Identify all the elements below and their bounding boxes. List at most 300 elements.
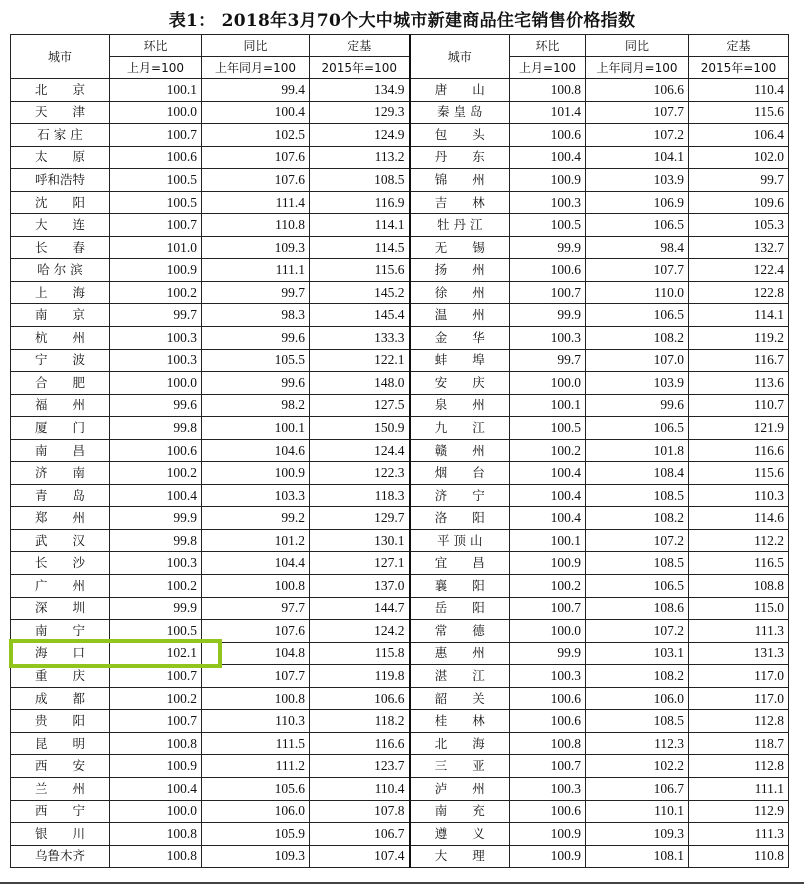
left-base-cell: 150.9 xyxy=(310,417,410,440)
left-mom-cell: 100.0 xyxy=(110,101,202,124)
right-city-cell: 北 海 xyxy=(410,732,510,755)
table-row xyxy=(11,124,789,147)
right-city-cell: 韶 关 xyxy=(410,687,510,710)
left-base-cell: 116.6 xyxy=(310,732,410,755)
left-base-cell: 122.3 xyxy=(310,462,410,485)
right-city-cell: 牡 丹 江 xyxy=(410,214,510,237)
left-city-cell: 西 宁 xyxy=(11,800,110,823)
right-mom-cell: 100.2 xyxy=(510,439,586,462)
right-mom-cell: 100.3 xyxy=(510,777,586,800)
left-yoy-cell: 109.3 xyxy=(202,236,310,259)
right-base-cell: 112.9 xyxy=(689,800,789,823)
right-yoy-cell: 106.6 xyxy=(586,79,689,102)
left-base-cell: 106.7 xyxy=(310,823,410,846)
right-city-cell: 泉 州 xyxy=(410,394,510,417)
left-yoy-cell: 100.8 xyxy=(202,687,310,710)
right-city-cell: 三 亚 xyxy=(410,755,510,778)
right-city-cell: 锦 州 xyxy=(410,169,510,192)
right-base-cell: 122.4 xyxy=(689,259,789,282)
right-yoy-cell: 103.9 xyxy=(586,372,689,395)
right-city-cell: 烟 台 xyxy=(410,462,510,485)
right-base-cell: 115.6 xyxy=(689,101,789,124)
left-mom-cell: 99.7 xyxy=(110,304,202,327)
left-mom-cell: 100.3 xyxy=(110,552,202,575)
left-city-cell: 成 都 xyxy=(11,687,110,710)
header-base-left: 定基 xyxy=(310,35,410,57)
left-yoy-cell: 101.2 xyxy=(202,529,310,552)
right-base-cell: 115.6 xyxy=(689,462,789,485)
left-yoy-cell: 107.6 xyxy=(202,620,310,643)
left-base-cell: 107.4 xyxy=(310,845,410,868)
right-mom-cell: 100.3 xyxy=(510,191,586,214)
right-mom-cell: 100.4 xyxy=(510,507,586,530)
left-city-cell: 石 家 庄 xyxy=(11,124,110,147)
left-yoy-cell: 100.1 xyxy=(202,417,310,440)
left-base-cell: 118.3 xyxy=(310,484,410,507)
right-yoy-cell: 108.5 xyxy=(586,484,689,507)
left-mom-cell: 100.4 xyxy=(110,484,202,507)
left-yoy-cell: 102.5 xyxy=(202,124,310,147)
right-mom-cell: 100.6 xyxy=(510,124,586,147)
right-city-cell: 桂 林 xyxy=(410,710,510,733)
right-base-cell: 102.0 xyxy=(689,146,789,169)
right-base-cell: 117.0 xyxy=(689,687,789,710)
left-city-cell: 天 津 xyxy=(11,101,110,124)
left-mom-cell: 100.8 xyxy=(110,845,202,868)
table-row xyxy=(11,529,789,552)
left-mom-cell: 100.2 xyxy=(110,281,202,304)
left-base-cell: 133.3 xyxy=(310,327,410,350)
left-mom-cell: 100.4 xyxy=(110,777,202,800)
table-row xyxy=(11,687,789,710)
left-city-cell: 海 口 xyxy=(11,642,110,665)
left-mom-cell: 100.6 xyxy=(110,439,202,462)
header-mom-right: 环比 xyxy=(510,35,586,57)
right-mom-cell: 100.0 xyxy=(510,620,586,643)
right-city-cell: 扬 州 xyxy=(410,259,510,282)
right-base-cell: 121.9 xyxy=(689,417,789,440)
right-yoy-cell: 101.8 xyxy=(586,439,689,462)
left-base-cell: 106.6 xyxy=(310,687,410,710)
left-city-cell: 太 原 xyxy=(11,146,110,169)
left-city-cell: 西 安 xyxy=(11,755,110,778)
left-base-cell: 115.8 xyxy=(310,642,410,665)
right-mom-cell: 100.6 xyxy=(510,259,586,282)
left-city-cell: 杭 州 xyxy=(11,327,110,350)
left-mom-cell: 100.0 xyxy=(110,800,202,823)
left-city-cell: 南 京 xyxy=(11,304,110,327)
left-city-cell: 南 宁 xyxy=(11,620,110,643)
left-mom-cell: 102.1 xyxy=(110,642,202,665)
header-mom-sub-left: 上月=100 xyxy=(110,57,202,79)
table-row xyxy=(11,372,789,395)
right-mom-cell: 100.6 xyxy=(510,710,586,733)
table-row xyxy=(11,304,789,327)
header-row-1 xyxy=(11,35,789,57)
right-yoy-cell: 107.2 xyxy=(586,620,689,643)
right-base-cell: 132.7 xyxy=(689,236,789,259)
table-row xyxy=(11,101,789,124)
left-city-cell: 哈 尔 滨 xyxy=(11,259,110,282)
left-mom-cell: 100.7 xyxy=(110,665,202,688)
left-city-cell: 昆 明 xyxy=(11,732,110,755)
bottom-divider xyxy=(0,882,804,884)
table-row xyxy=(11,620,789,643)
right-mom-cell: 100.7 xyxy=(510,281,586,304)
right-mom-cell: 100.8 xyxy=(510,732,586,755)
right-base-cell: 110.4 xyxy=(689,79,789,102)
left-city-cell: 上 海 xyxy=(11,281,110,304)
left-mom-cell: 100.7 xyxy=(110,710,202,733)
left-base-cell: 123.7 xyxy=(310,755,410,778)
left-city-cell: 厦 门 xyxy=(11,417,110,440)
table-row xyxy=(11,191,789,214)
right-mom-cell: 100.6 xyxy=(510,687,586,710)
left-yoy-cell: 111.4 xyxy=(202,191,310,214)
left-yoy-cell: 104.4 xyxy=(202,552,310,575)
left-mom-cell: 100.7 xyxy=(110,124,202,147)
right-base-cell: 109.6 xyxy=(689,191,789,214)
right-yoy-cell: 108.5 xyxy=(586,552,689,575)
left-mom-cell: 100.5 xyxy=(110,620,202,643)
right-base-cell: 117.0 xyxy=(689,665,789,688)
left-yoy-cell: 98.2 xyxy=(202,394,310,417)
left-yoy-cell: 100.8 xyxy=(202,575,310,598)
left-yoy-cell: 105.6 xyxy=(202,777,310,800)
right-city-cell: 吉 林 xyxy=(410,191,510,214)
left-yoy-cell: 100.4 xyxy=(202,101,310,124)
header-base-right: 定基 xyxy=(689,35,789,57)
right-city-cell: 遵 义 xyxy=(410,823,510,846)
right-yoy-cell: 108.2 xyxy=(586,327,689,350)
right-base-cell: 116.7 xyxy=(689,349,789,372)
right-base-cell: 115.0 xyxy=(689,597,789,620)
left-city-cell: 青 岛 xyxy=(11,484,110,507)
left-base-cell: 116.9 xyxy=(310,191,410,214)
table-row xyxy=(11,777,789,800)
left-mom-cell: 99.8 xyxy=(110,417,202,440)
right-yoy-cell: 107.0 xyxy=(586,349,689,372)
right-city-cell: 徐 州 xyxy=(410,281,510,304)
left-base-cell: 144.7 xyxy=(310,597,410,620)
left-yoy-cell: 100.9 xyxy=(202,462,310,485)
table-row xyxy=(11,665,789,688)
table-row xyxy=(11,417,789,440)
right-yoy-cell: 103.1 xyxy=(586,642,689,665)
left-yoy-cell: 107.6 xyxy=(202,146,310,169)
right-yoy-cell: 109.3 xyxy=(586,823,689,846)
right-city-cell: 金 华 xyxy=(410,327,510,350)
right-city-cell: 平 顶 山 xyxy=(410,529,510,552)
left-yoy-cell: 111.2 xyxy=(202,755,310,778)
left-base-cell: 113.2 xyxy=(310,146,410,169)
right-base-cell: 116.5 xyxy=(689,552,789,575)
right-city-cell: 无 锡 xyxy=(410,236,510,259)
right-mom-cell: 99.9 xyxy=(510,236,586,259)
left-mom-cell: 100.7 xyxy=(110,214,202,237)
right-yoy-cell: 98.4 xyxy=(586,236,689,259)
left-mom-cell: 100.5 xyxy=(110,169,202,192)
left-city-cell: 福 州 xyxy=(11,394,110,417)
right-base-cell: 112.8 xyxy=(689,755,789,778)
table-row xyxy=(11,732,789,755)
right-mom-cell: 100.3 xyxy=(510,665,586,688)
right-base-cell: 110.8 xyxy=(689,845,789,868)
left-yoy-cell: 110.8 xyxy=(202,214,310,237)
header-mom-left: 环比 xyxy=(110,35,202,57)
left-base-cell: 114.5 xyxy=(310,236,410,259)
right-yoy-cell: 106.9 xyxy=(586,191,689,214)
header-base-sub-right: 2015年=100 xyxy=(689,57,789,79)
right-city-cell: 南 充 xyxy=(410,800,510,823)
right-mom-cell: 100.9 xyxy=(510,169,586,192)
left-base-cell: 119.8 xyxy=(310,665,410,688)
right-mom-cell: 100.5 xyxy=(510,214,586,237)
left-city-cell: 武 汉 xyxy=(11,529,110,552)
table-row xyxy=(11,642,789,665)
right-city-cell: 温 州 xyxy=(410,304,510,327)
right-yoy-cell: 108.2 xyxy=(586,665,689,688)
left-yoy-cell: 110.3 xyxy=(202,710,310,733)
table-row xyxy=(11,327,789,350)
right-city-cell: 大 理 xyxy=(410,845,510,868)
right-mom-cell: 100.3 xyxy=(510,327,586,350)
left-yoy-cell: 104.8 xyxy=(202,642,310,665)
right-mom-cell: 100.8 xyxy=(510,79,586,102)
table-row xyxy=(11,710,789,733)
left-base-cell: 114.1 xyxy=(310,214,410,237)
table-row xyxy=(11,259,789,282)
right-mom-cell: 100.9 xyxy=(510,552,586,575)
right-city-cell: 秦 皇 岛 xyxy=(410,101,510,124)
right-base-cell: 112.2 xyxy=(689,529,789,552)
table-row xyxy=(11,484,789,507)
right-mom-cell: 99.9 xyxy=(510,304,586,327)
right-base-cell: 119.2 xyxy=(689,327,789,350)
left-city-cell: 深 圳 xyxy=(11,597,110,620)
table-row xyxy=(11,79,789,102)
left-city-cell: 银 川 xyxy=(11,823,110,846)
right-yoy-cell: 106.5 xyxy=(586,575,689,598)
right-city-cell: 常 德 xyxy=(410,620,510,643)
left-yoy-cell: 105.5 xyxy=(202,349,310,372)
left-city-cell: 沈 阳 xyxy=(11,191,110,214)
left-base-cell: 129.3 xyxy=(310,101,410,124)
table-row xyxy=(11,845,789,868)
left-base-cell: 145.4 xyxy=(310,304,410,327)
table-row xyxy=(11,169,789,192)
right-mom-cell: 100.0 xyxy=(510,372,586,395)
left-base-cell: 124.2 xyxy=(310,620,410,643)
left-base-cell: 137.0 xyxy=(310,575,410,598)
left-yoy-cell: 98.3 xyxy=(202,304,310,327)
right-yoy-cell: 110.0 xyxy=(586,281,689,304)
right-city-cell: 赣 州 xyxy=(410,439,510,462)
header-yoy-sub-right: 上年同月=100 xyxy=(586,57,689,79)
right-base-cell: 106.4 xyxy=(689,124,789,147)
left-city-cell: 大 连 xyxy=(11,214,110,237)
left-yoy-cell: 107.6 xyxy=(202,169,310,192)
right-yoy-cell: 104.1 xyxy=(586,146,689,169)
left-yoy-cell: 104.6 xyxy=(202,439,310,462)
table-row xyxy=(11,597,789,620)
left-city-cell: 合 肥 xyxy=(11,372,110,395)
left-mom-cell: 99.8 xyxy=(110,529,202,552)
right-base-cell: 118.7 xyxy=(689,732,789,755)
table-body xyxy=(11,79,789,868)
right-mom-cell: 100.4 xyxy=(510,462,586,485)
left-base-cell: 145.2 xyxy=(310,281,410,304)
left-base-cell: 130.1 xyxy=(310,529,410,552)
right-mom-cell: 100.7 xyxy=(510,755,586,778)
header-yoy-left: 同比 xyxy=(202,35,310,57)
header-city-right: 城市 xyxy=(410,35,510,79)
left-base-cell: 122.1 xyxy=(310,349,410,372)
left-mom-cell: 99.9 xyxy=(110,507,202,530)
left-mom-cell: 100.9 xyxy=(110,755,202,778)
right-yoy-cell: 103.9 xyxy=(586,169,689,192)
right-base-cell: 105.3 xyxy=(689,214,789,237)
header-base-sub-left: 2015年=100 xyxy=(310,57,410,79)
right-mom-cell: 100.9 xyxy=(510,823,586,846)
right-yoy-cell: 108.4 xyxy=(586,462,689,485)
right-base-cell: 108.8 xyxy=(689,575,789,598)
right-city-cell: 安 庆 xyxy=(410,372,510,395)
left-yoy-cell: 99.6 xyxy=(202,327,310,350)
left-mom-cell: 100.5 xyxy=(110,191,202,214)
left-base-cell: 108.5 xyxy=(310,169,410,192)
table-row xyxy=(11,823,789,846)
left-city-cell: 郑 州 xyxy=(11,507,110,530)
left-mom-cell: 100.6 xyxy=(110,146,202,169)
left-yoy-cell: 99.7 xyxy=(202,281,310,304)
right-yoy-cell: 106.5 xyxy=(586,214,689,237)
right-mom-cell: 100.7 xyxy=(510,597,586,620)
header-city-left: 城市 xyxy=(11,35,110,79)
left-base-cell: 127.1 xyxy=(310,552,410,575)
left-city-cell: 贵 阳 xyxy=(11,710,110,733)
right-base-cell: 131.3 xyxy=(689,642,789,665)
left-mom-cell: 100.2 xyxy=(110,687,202,710)
left-yoy-cell: 109.3 xyxy=(202,845,310,868)
right-mom-cell: 99.9 xyxy=(510,642,586,665)
left-base-cell: 110.4 xyxy=(310,777,410,800)
table-row xyxy=(11,800,789,823)
header-yoy-right: 同比 xyxy=(586,35,689,57)
price-index-table xyxy=(10,34,789,868)
right-mom-cell: 100.2 xyxy=(510,575,586,598)
right-city-cell: 惠 州 xyxy=(410,642,510,665)
right-mom-cell: 100.4 xyxy=(510,484,586,507)
right-yoy-cell: 107.7 xyxy=(586,101,689,124)
table-row xyxy=(11,281,789,304)
left-yoy-cell: 111.5 xyxy=(202,732,310,755)
left-city-cell: 济 南 xyxy=(11,462,110,485)
left-mom-cell: 100.2 xyxy=(110,462,202,485)
right-yoy-cell: 106.7 xyxy=(586,777,689,800)
left-base-cell: 124.9 xyxy=(310,124,410,147)
left-city-cell: 重 庆 xyxy=(11,665,110,688)
right-yoy-cell: 108.6 xyxy=(586,597,689,620)
left-yoy-cell: 97.7 xyxy=(202,597,310,620)
right-base-cell: 114.6 xyxy=(689,507,789,530)
right-city-cell: 九 江 xyxy=(410,417,510,440)
left-base-cell: 129.7 xyxy=(310,507,410,530)
header-yoy-sub-left: 上年同月=100 xyxy=(202,57,310,79)
left-yoy-cell: 99.2 xyxy=(202,507,310,530)
left-yoy-cell: 103.3 xyxy=(202,484,310,507)
right-base-cell: 111.3 xyxy=(689,823,789,846)
right-yoy-cell: 108.1 xyxy=(586,845,689,868)
left-mom-cell: 100.3 xyxy=(110,349,202,372)
right-city-cell: 丹 东 xyxy=(410,146,510,169)
left-mom-cell: 100.9 xyxy=(110,259,202,282)
table-row xyxy=(11,575,789,598)
right-city-cell: 湛 江 xyxy=(410,665,510,688)
right-mom-cell: 101.4 xyxy=(510,101,586,124)
left-mom-cell: 100.2 xyxy=(110,575,202,598)
left-base-cell: 115.6 xyxy=(310,259,410,282)
left-mom-cell: 100.3 xyxy=(110,327,202,350)
table-row xyxy=(11,146,789,169)
left-base-cell: 118.2 xyxy=(310,710,410,733)
right-base-cell: 122.8 xyxy=(689,281,789,304)
right-yoy-cell: 107.2 xyxy=(586,124,689,147)
left-base-cell: 124.4 xyxy=(310,439,410,462)
right-mom-cell: 100.6 xyxy=(510,800,586,823)
right-yoy-cell: 102.2 xyxy=(586,755,689,778)
left-city-cell: 南 昌 xyxy=(11,439,110,462)
left-base-cell: 127.5 xyxy=(310,394,410,417)
table-row xyxy=(11,462,789,485)
header-mom-sub-right: 上月=100 xyxy=(510,57,586,79)
right-city-cell: 蚌 埠 xyxy=(410,349,510,372)
right-base-cell: 112.8 xyxy=(689,710,789,733)
right-yoy-cell: 110.1 xyxy=(586,800,689,823)
table-row xyxy=(11,214,789,237)
right-mom-cell: 100.1 xyxy=(510,394,586,417)
left-city-cell: 宁 波 xyxy=(11,349,110,372)
right-base-cell: 114.1 xyxy=(689,304,789,327)
right-yoy-cell: 108.2 xyxy=(586,507,689,530)
table-row xyxy=(11,349,789,372)
left-mom-cell: 100.1 xyxy=(110,79,202,102)
table-row xyxy=(11,236,789,259)
right-base-cell: 116.6 xyxy=(689,439,789,462)
table-row xyxy=(11,755,789,778)
right-base-cell: 111.3 xyxy=(689,620,789,643)
left-mom-cell: 100.8 xyxy=(110,823,202,846)
table-title: 表1： 2018年3月70个大中城市新建商品住宅销售价格指数 xyxy=(168,11,636,31)
left-mom-cell: 99.9 xyxy=(110,597,202,620)
left-yoy-cell: 99.6 xyxy=(202,372,310,395)
right-yoy-cell: 106.0 xyxy=(586,687,689,710)
right-mom-cell: 100.9 xyxy=(510,845,586,868)
right-base-cell: 99.7 xyxy=(689,169,789,192)
right-city-cell: 洛 阳 xyxy=(410,507,510,530)
right-city-cell: 宜 昌 xyxy=(410,552,510,575)
right-yoy-cell: 107.7 xyxy=(586,259,689,282)
right-city-cell: 泸 州 xyxy=(410,777,510,800)
right-yoy-cell: 112.3 xyxy=(586,732,689,755)
left-yoy-cell: 106.0 xyxy=(202,800,310,823)
left-city-cell: 广 州 xyxy=(11,575,110,598)
right-base-cell: 113.6 xyxy=(689,372,789,395)
right-city-cell: 岳 阳 xyxy=(410,597,510,620)
right-city-cell: 济 宁 xyxy=(410,484,510,507)
right-base-cell: 110.3 xyxy=(689,484,789,507)
left-base-cell: 148.0 xyxy=(310,372,410,395)
